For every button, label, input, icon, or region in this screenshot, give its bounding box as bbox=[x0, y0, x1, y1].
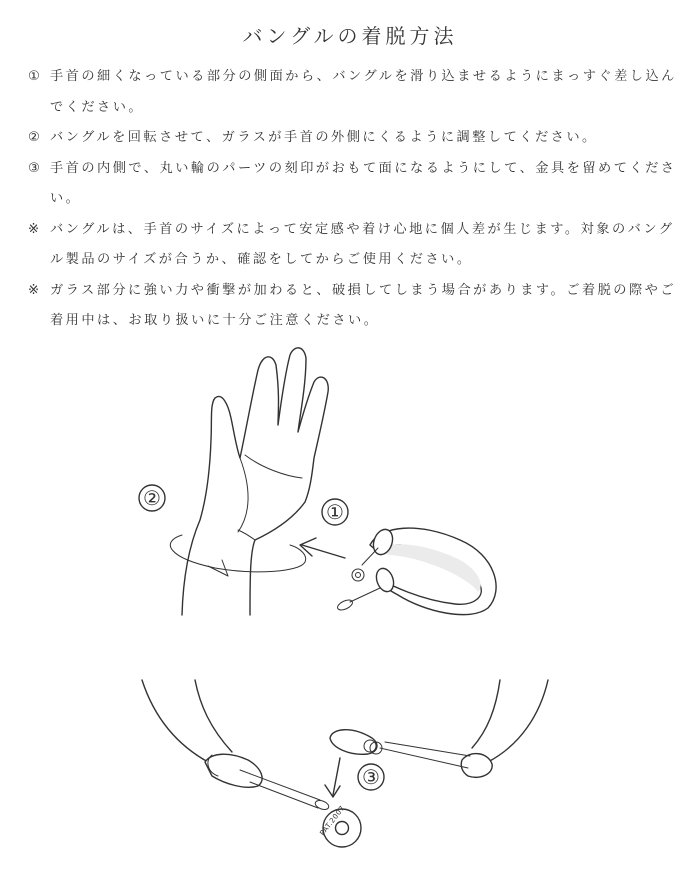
note-mark: ※ bbox=[28, 221, 42, 237]
note-text: ガラス部分に強い力や衝撃が加わると、破損してしまう場合があります。ご着脱の際やご着用中は、お取り扱いに十分ご注意ください。 bbox=[50, 282, 677, 328]
step-1-label: ① bbox=[326, 500, 344, 524]
step-3-label: ③ bbox=[362, 765, 380, 789]
step-mark: ① bbox=[28, 69, 43, 84]
engraving-text: PAT.2007 bbox=[318, 804, 347, 838]
rotation-arrow bbox=[170, 535, 305, 576]
note-text: バングルは、手首のサイズによって安定感や着け心地に個人差が生じます。対象のバングル製品のサイズが合うか、確認をしてからご使用ください。 bbox=[50, 221, 675, 267]
note-mark: ※ bbox=[28, 282, 42, 298]
instruction-text: バングルを回転させて、ガラスが手首の外側にくるように調整してください。 bbox=[50, 130, 598, 145]
insert-arrow bbox=[300, 538, 345, 558]
hand-drawing bbox=[182, 348, 328, 615]
bangle-drawing bbox=[336, 527, 496, 615]
instruction-text: 手首の内側で、丸い輪のパーツの刻印がおもて面になるようにして、金具を留めてください。 bbox=[50, 160, 677, 206]
step-2-label: ② bbox=[143, 486, 161, 510]
step-mark: ③ bbox=[28, 160, 43, 176]
instruction-text: 手首の細くなっている部分の側面から、バングルを滑り込ませるようにまっすぐ差し込んでください。 bbox=[50, 69, 677, 115]
clasp-drawing bbox=[142, 680, 548, 847]
page-title: バングルの着脱方法 bbox=[242, 24, 458, 48]
clasp-arrow bbox=[325, 758, 340, 797]
step-mark: ② bbox=[28, 130, 43, 145]
